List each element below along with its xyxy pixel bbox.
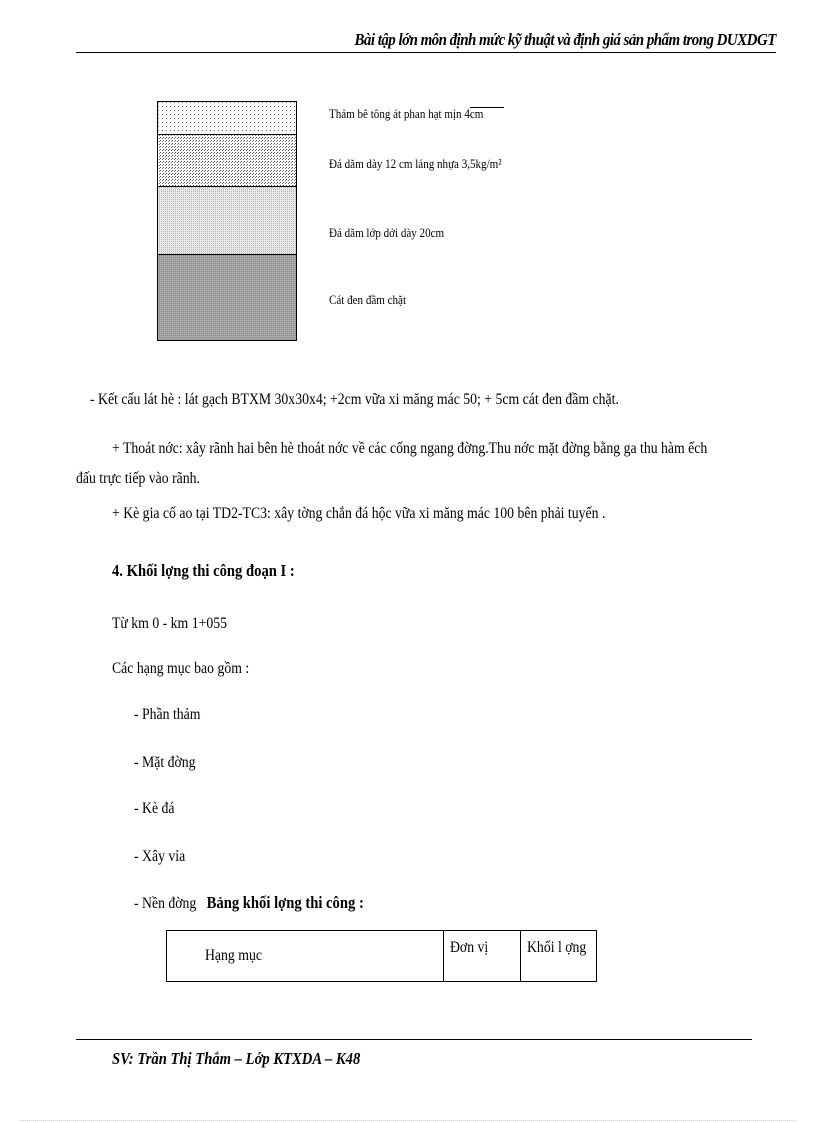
layer-label-overline — [470, 107, 504, 108]
section-range: Từ km 0 - km 1+055 — [112, 615, 227, 632]
drainage-text-line2: đấu trực tiếp vào rãnh. — [76, 470, 200, 487]
sidewalk-structure-text: - Kết cấu lát hè : lát gạch BTXM 30x30x4; +2cm vữa xi măng mác 50; + 5cm cát đen đầm chặt. — [90, 391, 619, 408]
item-surface-layer: - Phần thảm — [134, 706, 201, 723]
page-bottom-edge — [20, 1120, 796, 1121]
layer-label-macadam: Đá dăm dày 12 cm láng nhựa 3,5kg/m² — [329, 156, 502, 171]
items-intro: Các hạng mục bao gồm : — [112, 660, 250, 677]
item-stone-embankment: - Kè đá — [134, 800, 175, 817]
item-roadbed-line — [134, 893, 364, 913]
item-curb-building: - Xây vỉa — [134, 848, 186, 865]
volume-table — [166, 930, 597, 982]
col-header-item: Hạng mục — [167, 931, 444, 982]
drainage-text-line1: + Thoát nớc: xây rãnh hai bên hè thoát nớc về các cống ngang đờng.Thu nớc mặt đờng bằng ga thu hàm ếch — [112, 440, 708, 457]
item-road-surface: - Mặt đờng — [134, 754, 196, 771]
pavement-layers-svg — [157, 101, 297, 341]
col-header-unit: Đơn vị — [444, 931, 521, 982]
pavement-structure-diagram — [157, 101, 297, 341]
layer-label-subbase: Đá dăm lớp dới dày 20cm — [329, 225, 445, 240]
page-header-title: Bài tập lớn môn định mức kỹ thuật và định giá sản phẩm trong DUXDGT — [354, 30, 776, 49]
item-roadbed: - Nền đờng — [134, 895, 197, 912]
layer-label-sand: Cát đen đầm chặt — [329, 292, 407, 307]
layer-label-asphalt: Thảm bê tông át phan hạt mịn 4cm — [329, 106, 484, 121]
layer-subbase-rect — [158, 187, 297, 255]
embankment-text: + Kè gia cố ao tại TD2-TC3: xây tờng chắn đá hộc vữa xi măng mác 100 bên phải tuyến . — [112, 505, 606, 522]
footer-rule — [76, 1039, 752, 1040]
layer-asphalt-rect — [158, 102, 297, 135]
section-4-heading: 4. Khối lợng thi công đoạn I : — [112, 561, 295, 580]
footer-student-info: SV: Trần Thị Thắm – Lớp KTXDA – K48 — [112, 1049, 361, 1068]
header-rule — [76, 52, 776, 53]
volume-table-title: Bảng khối lợng thi công : — [206, 893, 364, 912]
layer-macadam-rect — [158, 135, 297, 187]
volume-table-header-row — [167, 931, 597, 982]
col-header-volume: Khối l ợng — [521, 931, 597, 982]
layer-sand-rect — [158, 255, 297, 341]
